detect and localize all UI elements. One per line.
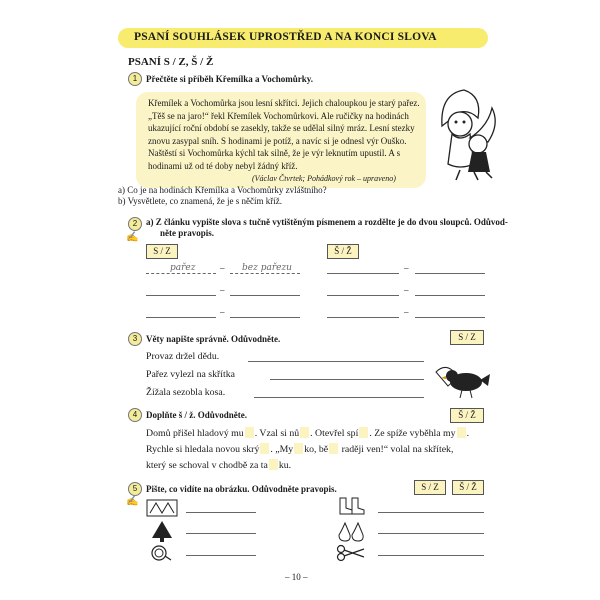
answer-line[interactable] [254, 397, 424, 398]
boots-icon [336, 496, 366, 516]
story-citation: (Václav Čtvrtek; Pohádkový rok – upraveno) [252, 174, 396, 183]
letter-blank[interactable] [260, 443, 269, 454]
letter-blank[interactable] [269, 459, 278, 470]
answer-line[interactable] [230, 295, 300, 296]
answer-line[interactable] [378, 533, 484, 534]
answer-line[interactable] [415, 273, 485, 274]
box-s-z: S / Z [146, 244, 178, 259]
letter-blank[interactable] [300, 427, 309, 438]
letter-blank[interactable] [359, 427, 368, 438]
box-s-z: S / Z [414, 480, 446, 495]
answer-line[interactable] [327, 273, 399, 274]
dash: – [404, 307, 409, 317]
letter-blank[interactable] [245, 427, 254, 438]
answer-line[interactable] [415, 295, 485, 296]
dash: – [220, 263, 225, 273]
writing-hand-icon: ✍ [126, 496, 139, 507]
fill-line-2: Rychle si hledala novou skrý . „My ko, bě raději ven!“ volal na skřítek, [146, 444, 454, 455]
box-s-z-hacek: Š / Ž [327, 244, 359, 259]
answer-line[interactable] [146, 273, 216, 274]
task-number-5: 5 [128, 482, 142, 496]
task3-instruction: Věty napište správně. Odůvodněte. [146, 334, 281, 344]
letter-blank[interactable] [294, 443, 303, 454]
answer-line[interactable] [378, 512, 484, 513]
fill-line-3: který se schoval v chodbě za ta ku. [146, 460, 292, 471]
question-a: a) Co je na hodinách Křemílka a Vochomůrky zvláštního? [118, 185, 327, 195]
answer-line[interactable] [327, 295, 399, 296]
gnomes-illustration [430, 86, 500, 182]
task4-instruction: Doplňte š / ž. Odůvodněte. [146, 410, 248, 420]
sentence-1: Provaz držel dědu. [146, 351, 220, 362]
answer-line[interactable] [186, 533, 256, 534]
box-s-z: S / Z [450, 330, 484, 345]
letter-blank[interactable] [329, 443, 338, 454]
page-subtitle: PSANÍ S / Z, Š / Ž [128, 56, 214, 68]
dash: – [220, 285, 225, 295]
dash: – [404, 285, 409, 295]
page-title: PSANÍ SOUHLÁSEK UPROSTŘED A NA KONCI SLOVA [134, 31, 437, 43]
page-number: – 10 – [285, 572, 308, 582]
example-answer: bez pařezu [242, 263, 292, 273]
answer-line[interactable] [186, 512, 256, 513]
story-text: Křemílek a Vochomůrka jsou lesní skřítci. Jejich chaloupkou je starý pařez. „Těš se na jaro!“ řekl Křemílek Vochomůrkovi. Ale ručičky na hodinách ukazující roční období se zasekly, takže se udělal silný mráz. Lesní stezky znovu zasypal sníh. S hodinami je potíž, a navíc si je odnesl výr Ouško. Naštěstí si Vochomůrka kýchl tak silně, že je výr leknutím upustil. A s hodinami už od té doby nebyl žádný kříž. [148, 98, 420, 171]
task2-instruction-line1: a) Z článku vypište slova s tučně vytištěným písmenem a rozdělte je do dvou sloupců. Odůvod- [146, 217, 508, 227]
sentence-2: Pařez vylezl na skřítka [146, 369, 235, 380]
fill-line-1: Domů přišel hladový mu . Vzal si nů . Otevřel spí . Ze spíže vyběhla my . [146, 428, 470, 439]
pears-icon [336, 520, 366, 542]
answer-line[interactable] [146, 295, 216, 296]
sentence-3: Žížala sezobla kosa. [146, 387, 226, 398]
scissors-icon [336, 544, 366, 562]
answer-line[interactable] [248, 361, 424, 362]
task-number-2: 2 [128, 217, 142, 231]
letter-blank[interactable] [457, 427, 466, 438]
answer-line[interactable] [230, 273, 300, 274]
answer-line[interactable] [415, 317, 485, 318]
dash: – [220, 307, 225, 317]
task-number-3: 3 [128, 332, 142, 346]
answer-line[interactable] [270, 379, 424, 380]
christmas-tree-icon [148, 520, 176, 542]
task-number-1: 1 [128, 72, 142, 86]
task2-instruction-line2: něte pravopis. [160, 228, 214, 238]
writing-hand-icon: ✍ [126, 232, 139, 243]
task1-instruction: Přečtěte si příběh Křemílka a Vochomůrky. [146, 74, 313, 84]
answer-line[interactable] [230, 317, 300, 318]
question-b: b) Vysvětlete, co znamená, že je s něčím kříž. [118, 196, 283, 206]
answer-line[interactable] [327, 317, 399, 318]
answer-line[interactable] [378, 555, 484, 556]
task5-instruction: Pište, co vidíte na obrázku. Odůvodněte pravopis. [146, 484, 337, 494]
task-number-4: 4 [128, 408, 142, 422]
example-word: pařez [170, 263, 196, 273]
box-s-z-hacek: Š / Ž [452, 480, 484, 495]
rope-icon [148, 544, 172, 562]
blackbird-illustration [430, 364, 490, 400]
dash: – [404, 263, 409, 273]
firewood-icon [146, 498, 178, 518]
box-s-z-hacek: Š / Ž [450, 408, 484, 423]
answer-line[interactable] [186, 555, 256, 556]
answer-line[interactable] [146, 317, 216, 318]
